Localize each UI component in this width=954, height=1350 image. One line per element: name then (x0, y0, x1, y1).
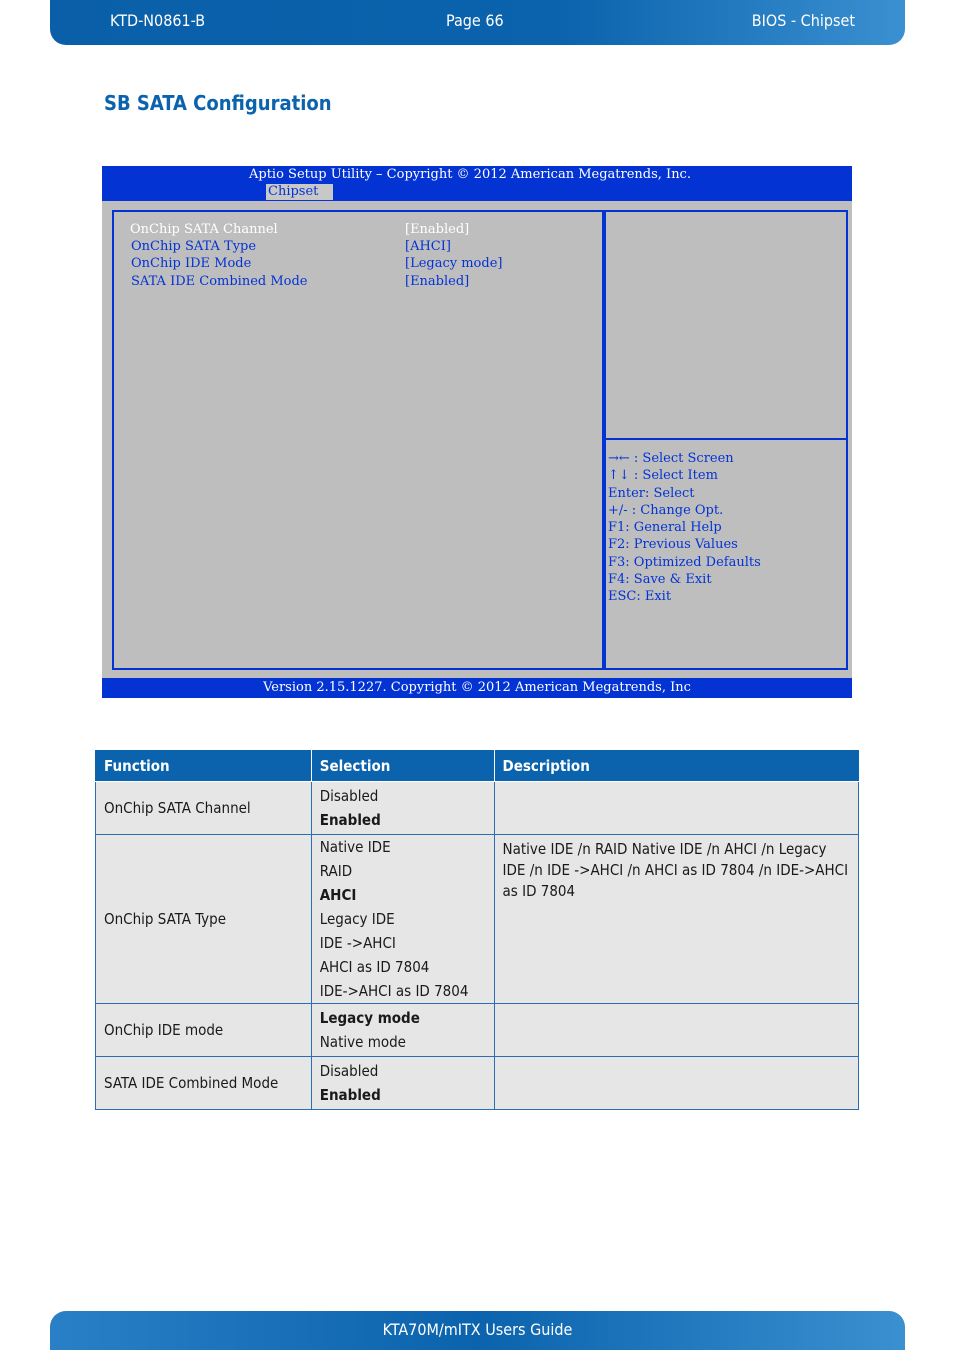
bios-item-label[interactable]: OnChip SATA Type (131, 239, 257, 254)
function-cell: OnChip IDE mode (96, 1004, 312, 1057)
option-default: Enabled (319, 1086, 381, 1104)
bios-item-value[interactable]: [Enabled] (405, 274, 470, 289)
page-footer: KTA70M/mITX Users Guide (50, 1311, 905, 1350)
column-header: Function (96, 751, 312, 782)
help-divider (606, 438, 846, 440)
bios-item-value[interactable]: [Enabled] (405, 222, 470, 237)
bios-item-value[interactable]: [Legacy mode] (405, 256, 503, 271)
description-cell (494, 1057, 858, 1110)
description-cell: Native IDE /n RAID Native IDE /n AHCI /n Legacy IDE /n IDE ->AHCI /n AHCI as ID 7804 /n IDE->AHCI as ID 7804 (494, 835, 858, 1004)
function-cell: SATA IDE Combined Mode (96, 1057, 312, 1110)
key-help-item: ESC: Exit (608, 589, 672, 605)
selection-cell (311, 1004, 494, 1057)
selection-cell (311, 1057, 494, 1110)
option: IDE->AHCI as ID 7804 (319, 982, 469, 1000)
doc-id: KTD-N0861-B (110, 11, 206, 30)
key-help-list (608, 450, 761, 606)
page-header (50, 0, 905, 45)
bios-item-label[interactable]: OnChip IDE Mode (131, 256, 252, 271)
option: IDE ->AHCI (319, 934, 396, 952)
key-help-item: F3: Optimized Defaults (608, 554, 761, 570)
option: RAID (319, 862, 353, 880)
bios-help-panel (604, 210, 848, 670)
key-help-item: ↑↓ : Select Item (608, 468, 718, 484)
page-number: Page 66 (446, 11, 504, 30)
bios-item-label[interactable]: SATA IDE Combined Mode (131, 274, 308, 289)
option: Disabled (319, 1062, 379, 1080)
key-help-item: F2: Previous Values (608, 537, 738, 553)
bios-settings-panel (112, 210, 604, 670)
bios-title-bar (102, 166, 852, 201)
bios-item-value[interactable]: [AHCI] (405, 239, 451, 254)
table-header-row (96, 751, 859, 782)
option-default: AHCI (319, 886, 357, 904)
table-row (96, 782, 859, 835)
section-title: SB SATA Configuration (104, 91, 332, 115)
key-help-item: F1: General Help (608, 520, 722, 536)
option-default: Legacy mode (319, 1009, 420, 1027)
table-row (96, 835, 859, 1004)
column-header: Description (494, 751, 858, 782)
option: Native IDE (319, 838, 391, 856)
selection-cell (311, 782, 494, 835)
column-header: Selection (311, 751, 494, 782)
options-table (95, 750, 859, 1110)
table-row (96, 1004, 859, 1057)
tab-chipset[interactable]: Chipset (266, 184, 333, 200)
option: AHCI as ID 7804 (319, 958, 430, 976)
description-cell (494, 782, 858, 835)
key-help-item: Enter: Select (608, 485, 695, 501)
key-help-item: →← : Select Screen (608, 451, 734, 466)
function-cell: OnChip SATA Type (96, 835, 312, 1004)
function-cell: OnChip SATA Channel (96, 782, 312, 835)
option-default: Enabled (319, 811, 381, 829)
description-cell (494, 1004, 858, 1057)
option: Native mode (319, 1033, 406, 1051)
bios-item-label[interactable]: OnChip SATA Channel (130, 222, 278, 237)
table-row (96, 1057, 859, 1110)
bios-version-bar: Version 2.15.1227. Copyright © 2012 American Megatrends, Inc (102, 678, 852, 698)
option: Disabled (319, 787, 379, 805)
selection-cell (311, 835, 494, 1004)
key-help-item: +/- : Change Opt. (608, 502, 724, 518)
bios-copyright: Aptio Setup Utility – Copyright © 2012 American Megatrends, Inc. (249, 167, 691, 182)
bios-screenshot (102, 166, 852, 698)
chapter-title: BIOS - Chipset (751, 11, 855, 30)
key-help-item: F4: Save & Exit (608, 572, 712, 588)
option: Legacy IDE (319, 910, 395, 928)
